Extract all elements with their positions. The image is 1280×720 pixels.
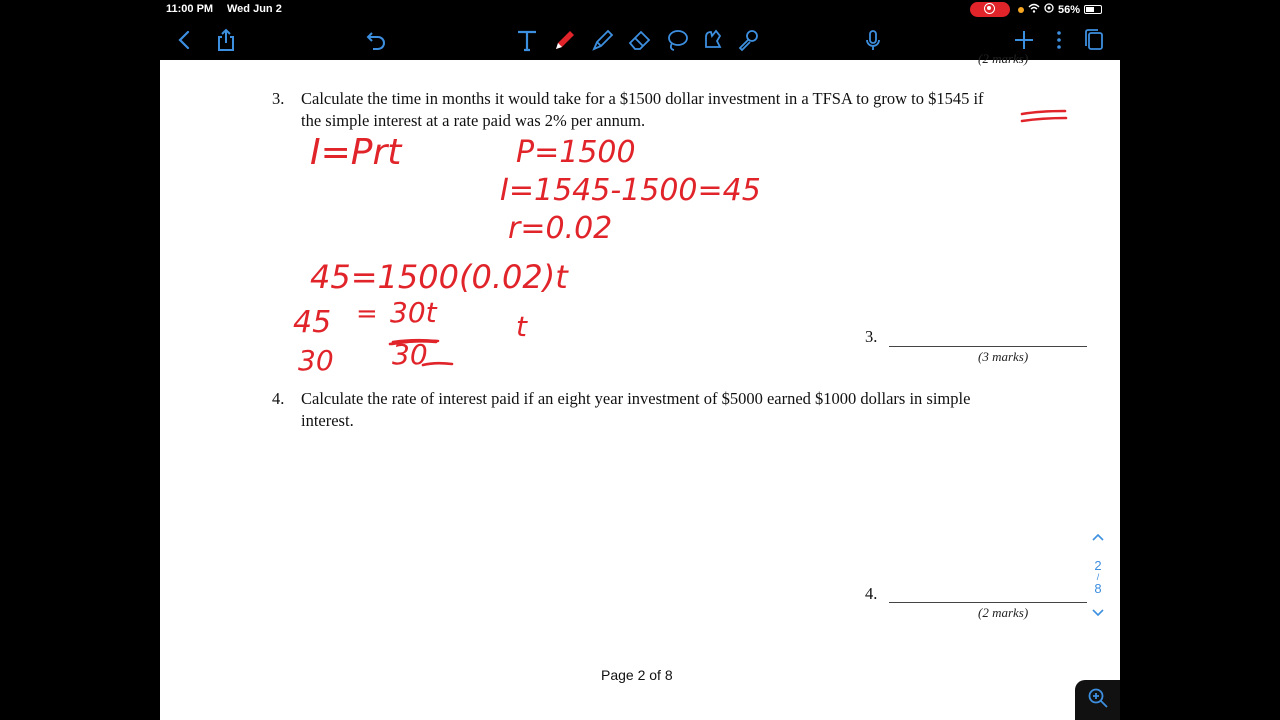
- undo-icon[interactable]: [362, 26, 390, 54]
- question-3-line2: the simple interest at a rate paid was 2% per annum.: [301, 111, 646, 130]
- underline-1545-b: [1022, 118, 1066, 121]
- pen-icon[interactable]: [551, 26, 579, 54]
- ink-lhs-denominator: 30: [298, 344, 334, 377]
- current-page-number: 2: [1094, 558, 1102, 573]
- answer-4-label: 4.: [865, 584, 878, 603]
- ink-equals: =: [356, 299, 378, 329]
- status-date: Wed Jun 2: [227, 3, 282, 15]
- chevron-up-icon[interactable]: [1088, 530, 1108, 558]
- ink-lhs-numerator: 45: [293, 305, 332, 340]
- more-icon[interactable]: [1045, 26, 1073, 54]
- wifi-icon: [1028, 3, 1040, 16]
- mic-in-use-dot: [1018, 7, 1024, 13]
- laser-pointer-icon[interactable]: [735, 26, 763, 54]
- question-4-marks: (2 marks): [978, 605, 1029, 620]
- screen-recording-indicator[interactable]: [970, 2, 1010, 17]
- app-toolbar: [160, 20, 1120, 60]
- text-tool-icon[interactable]: [513, 26, 541, 54]
- status-time: 11:00 PM: [166, 3, 214, 15]
- page-separator: /: [1096, 572, 1100, 582]
- question-3-marks: (3 marks): [978, 349, 1029, 364]
- question-4-line2: interest.: [301, 411, 354, 430]
- ink-interest: I=1545-1500=45: [500, 173, 761, 208]
- page-footer: Page 2 of 8: [601, 667, 673, 683]
- ink-principal: P=1500: [516, 135, 636, 170]
- highlighter-icon[interactable]: [589, 26, 617, 54]
- battery-icon: [1084, 5, 1102, 14]
- battery-percent: 56%: [1058, 3, 1081, 16]
- chevron-down-icon[interactable]: [1088, 606, 1108, 621]
- question-3-line1: Calculate the time in months it would take for a $1500 dollar investment in a TFSA to grow to $1545 if: [301, 89, 984, 108]
- record-icon: [984, 3, 995, 14]
- pages-icon[interactable]: [1080, 26, 1108, 54]
- document-page[interactable]: [160, 51, 1120, 720]
- total-page-number: 8: [1094, 581, 1102, 596]
- question-4-line1: Calculate the rate of interest paid if an eight year investment of $5000 earned $1000 dollars in simple: [301, 389, 971, 408]
- zoom-button[interactable]: [1075, 680, 1120, 720]
- ink-partial-t: t: [516, 310, 527, 343]
- underline-1545-a: [1022, 111, 1065, 114]
- location-icon: [1044, 3, 1054, 16]
- zoom-icon: [1087, 687, 1109, 714]
- handwriting-layer: [160, 60, 1120, 720]
- status-right: [1018, 3, 1102, 16]
- microphone-icon[interactable]: [859, 26, 887, 54]
- share-icon[interactable]: [212, 26, 240, 54]
- previous-marks-cut: (2 marks): [978, 51, 1029, 66]
- answer-3-label: 3.: [865, 327, 878, 346]
- lasso-icon[interactable]: [663, 26, 691, 54]
- eraser-icon[interactable]: [626, 26, 654, 54]
- ink-formula: I=Prt: [310, 132, 402, 173]
- ink-rhs-denominator: 30: [392, 338, 428, 371]
- ink-rhs-numerator: 30t: [390, 296, 437, 329]
- back-icon[interactable]: [171, 26, 199, 54]
- shapes-icon[interactable]: [699, 26, 727, 54]
- ink-rate: r=0.02: [508, 211, 613, 246]
- ink-substitution: 45=1500(0.02)t: [310, 258, 568, 296]
- page-navigator[interactable]: [1088, 530, 1108, 621]
- status-bar: [0, 0, 1280, 20]
- add-icon[interactable]: [1010, 26, 1038, 54]
- question-4-number: 4.: [272, 389, 285, 408]
- question-3-number: 3.: [272, 89, 285, 108]
